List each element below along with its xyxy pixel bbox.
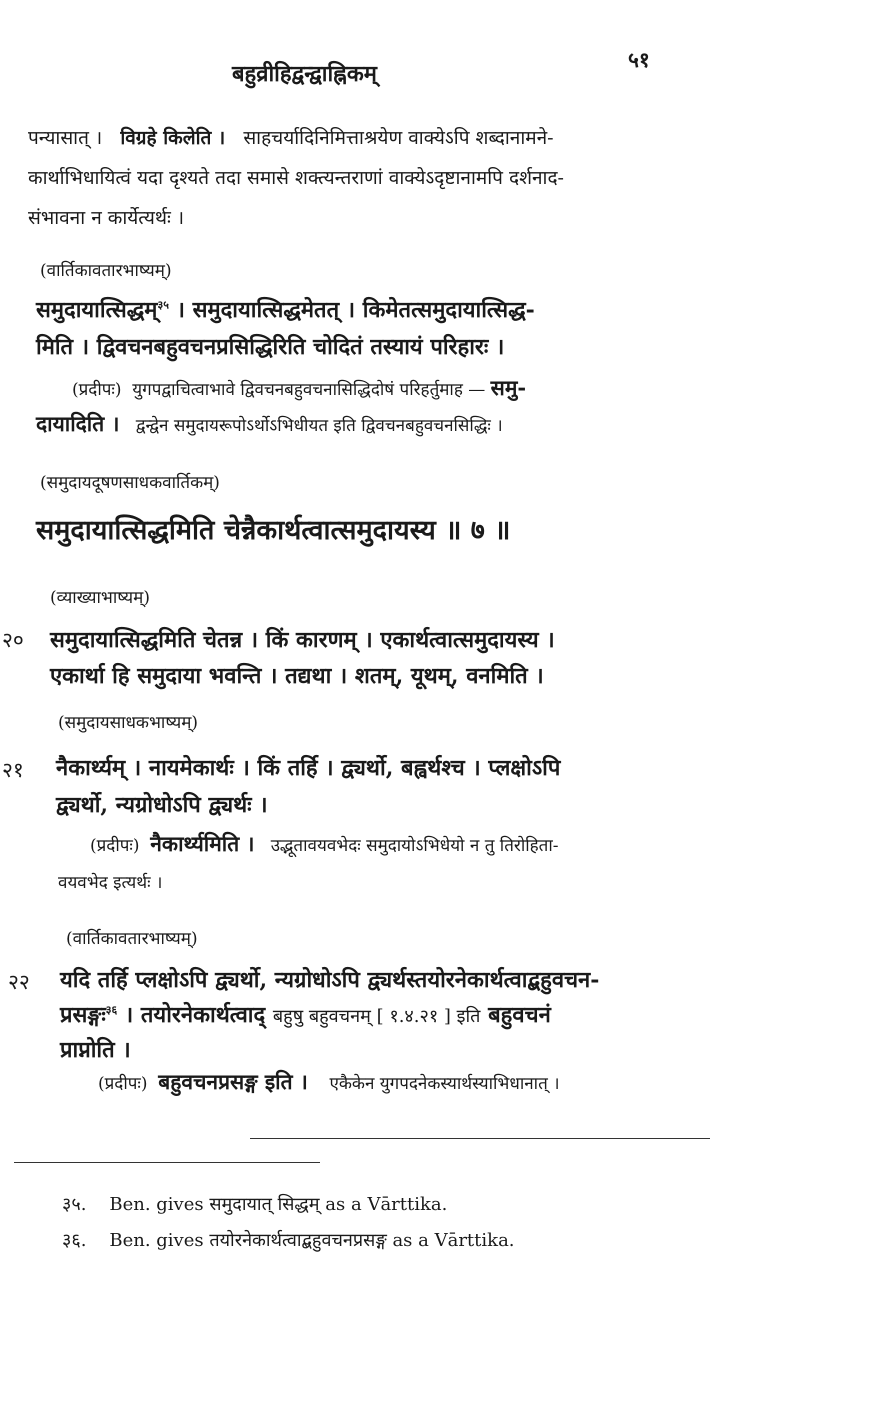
text-line: प्रसङ्गः$^{३६}$ । तयोरनेकार्थत्वाद् बहुषु बहुवचनम् [ १.४.२१ ] इति बहुवचनं [60, 1002, 551, 1028]
line-number: २१ [2, 758, 24, 782]
text-line: संभावना न कार्येत्यर्थः । [28, 207, 185, 229]
footnote-ref: ३६ [105, 1003, 118, 1017]
text-line: द्व्यर्थो, न्यग्रोधोऽपि द्व्यर्थः । [56, 792, 268, 818]
text-line: पन्यासात् । विग्रहे किलेति । साहचर्यादिनिमित्ताश्रयेण वाक्येऽपि शब्दानामने- [28, 127, 554, 149]
pradipa-label: (प्रदीपः) [72, 380, 122, 400]
text-line: यदि तर्हि प्लक्षोऽपि द्व्यर्थो, न्यग्रोधोऽपि द्व्यर्थस्तयोरनेकार्थत्वाद्बहुवचन- [60, 967, 600, 993]
pradipa-label: (प्रदीपः) [98, 1074, 148, 1094]
pradipa-line: दायादिति । द्वन्द्वेन समुदायरूपोऽर्थोऽभिधीयत इति द्विवचनबहुवचनसिद्धिः । [36, 411, 503, 436]
text-line: प्राप्नोति । [60, 1037, 131, 1063]
footnote: ३६. Ben. gives तयोरनेकार्थत्वाद्बहुवचनप्रसङ्ग as a Vārttika. [62, 1230, 515, 1251]
line-number: २२ [8, 970, 30, 994]
footnote-number: ३५. [62, 1194, 87, 1215]
pradipa-line: वयवभेद इत्यर्थः । [58, 873, 163, 893]
pradipa-label: (प्रदीपः) [90, 836, 140, 856]
text-line: नैकार्थ्यम् । नायमेकार्थः । किं तर्हि । द्व्यर्थो, बह्वर्थश्च । प्लक्षोऽपि [56, 755, 561, 781]
text-line: एकार्था हि समुदाया भवन्ति । तद्यथा । शतम्, यूथम्, वनमिति । [50, 663, 544, 689]
line-number: २० [2, 628, 24, 652]
text-line: कार्थाभिधायित्वं यदा दृश्यते तदा समासे शक्त्यन्तराणां वाक्येऽदृष्टानामपि दर्शनाद- [28, 167, 564, 189]
section-heading: (समुदायसाधकभाष्यम्) [58, 713, 199, 733]
pradipa-line: (प्रदीपः) युगपद्वाचित्वाभावे द्विवचनबहुवचनासिद्धिदोषं परिहर्तुमाह — समु- [72, 375, 527, 400]
text-line: समुदायात्सिद्धम्$^{३५}$ । समुदायात्सिद्धमेतत् । किमेतत्समुदायात्सिद्ध- [36, 297, 535, 323]
pradipa-line: (प्रदीपः) नैकार्थ्यमिति । उद्भूतावयवभेदः समुदायोऽभिधेयो न तु तिरोहिता- [90, 831, 559, 856]
footnote-ref: ३५ [157, 298, 169, 312]
section-heading: (समुदायदूषणसाधकवार्तिकम्) [40, 473, 220, 493]
text-line: मिति । द्विवचनबहुवचनप्रसिद्धिरिति चोदितं तस्यायं परिहारः । [36, 334, 505, 360]
section-heading: (वार्तिकावतारभाष्यम्) [66, 929, 198, 949]
bold-phrase: विग्रहे किलेति । [120, 127, 226, 149]
text-line: समुदायात्सिद्धमिति चेतन्न । किं कारणम् । एकार्थत्वात्समुदायस्य । [50, 627, 555, 653]
varttika-text: समुदायात्सिद्धमिति चेन्नैकार्थत्वात्समुदायस्य ॥ ७ ॥ [36, 515, 511, 546]
footnote-rule [250, 1138, 710, 1139]
pradipa-line: (प्रदीपः) बहुवचनप्रसङ्ग इति । एकैकेन युगपदनेकस्यार्थस्याभिधानात् । [98, 1069, 560, 1094]
footnote-number: ३६. [62, 1230, 87, 1251]
section-heading: (वार्तिकावतारभाष्यम्) [40, 261, 172, 281]
section-heading: (व्याख्याभाष्यम्) [50, 588, 150, 608]
running-header: बहुव्रीहिद्वन्द्वाह्निकम् [232, 61, 377, 87]
footnote-rule [14, 1162, 320, 1163]
footnote: ३५. Ben. gives समुदायात् सिद्धम् as a Vārttika. [62, 1194, 448, 1215]
page-number: ५१ [628, 47, 650, 72]
